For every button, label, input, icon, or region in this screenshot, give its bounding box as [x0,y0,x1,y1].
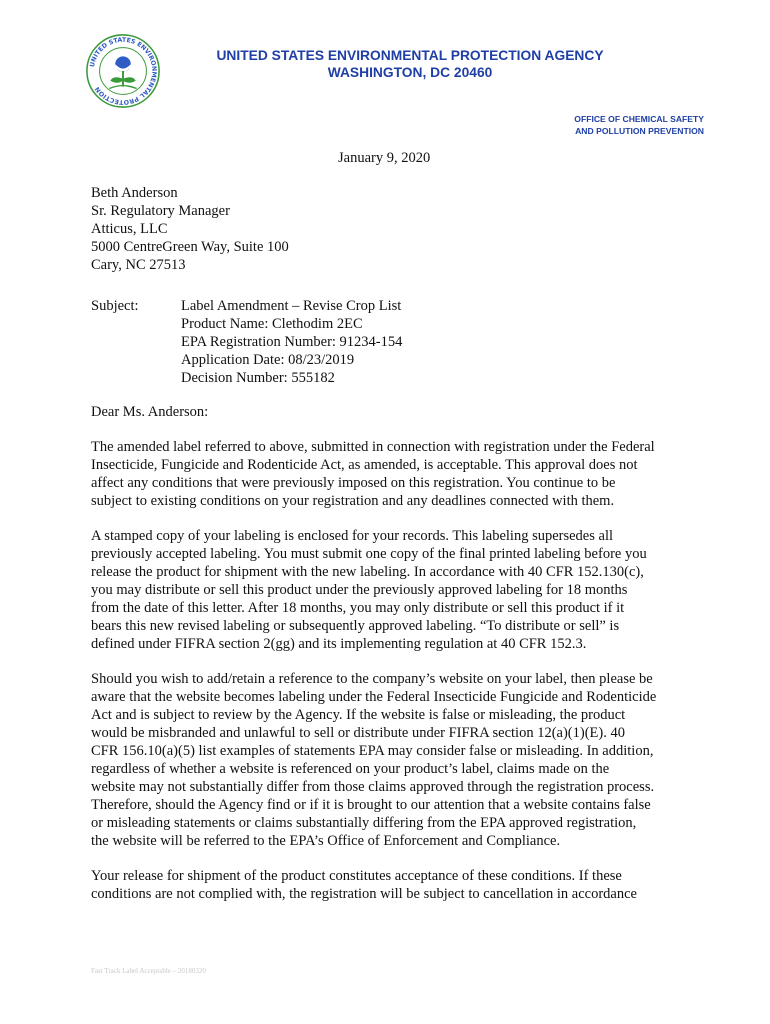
subject-line: EPA Registration Number: 91234-154 [181,334,403,350]
agency-name: UNITED STATES ENVIRONMENTAL PROTECTION AGENCY [216,48,604,63]
body-line: the website will be referred to the EPA’s Office of Enforcement and Compliance. [91,833,561,849]
body-line: aware that the website becomes labeling under the Federal Insecticide Fungicide and Rodenticide [91,689,657,705]
body-line: Act and is subject to review by the Agency. If the website is false or misleading, the product [91,707,626,723]
body-line: Insecticide, Fungicide and Rodenticide Act, as amended, is acceptable. This approval does not [91,457,638,473]
body-line: from the date of this letter. After 18 months, you may only distribute or sell this product if it [91,600,625,616]
subject-line: Application Date: 08/23/2019 [181,352,355,368]
subject-line: Label Amendment – Revise Crop List [181,298,402,314]
footer-note: Fast Track Label Acceptable – 20180320 [91,967,206,975]
recipient-street: 5000 CentreGreen Way, Suite 100 [91,239,289,255]
body-line: Your release for shipment of the product constitutes acceptance of these conditions. If these [91,868,622,884]
recipient-title: Sr. Regulatory Manager [91,203,230,219]
body-line: Therefore, should the Agency find or if it is brought to our attention that a website contains false [91,797,651,813]
letter-date: January 9, 2020 [338,150,431,166]
body-line: CFR 156.10(a)(5) list examples of statements EPA may consider false or misleading. In addition, [91,743,654,759]
body-line: A stamped copy of your labeling is enclosed for your records. This labeling supersedes all [91,528,614,544]
subject-line: Decision Number: 555182 [181,370,335,386]
body-line: would be misbranded and unlawful to sell or distribute under FIFRA section 12(a)(1)(E). 40 [91,725,625,741]
subject-label: Subject: [91,298,139,314]
epa-seal-logo [84,32,162,110]
body-line: previously accepted labeling. You must submit one copy of the final printed labeling before you [91,546,647,562]
body-line: subject to existing conditions on your registration and any deadlines connected with them. [91,493,615,509]
office-name-line1: OFFICE OF CHEMICAL SAFETY [574,114,704,124]
body-line: release the product for shipment with the new labeling. In accordance with 40 CFR 152.130(c), [91,564,644,580]
body-line: you may distribute or sell this product under the previously approved labeling for 18 months [91,582,628,598]
salutation: Dear Ms. Anderson: [91,404,209,420]
recipient-company: Atticus, LLC [91,221,168,237]
body-line: or misleading statements or claims substantially differing from the EPA approved registration, [91,815,637,831]
body-line: regardless of whether a website is referenced on your product’s label, claims made on the [91,761,610,777]
body-line: conditions are not complied with, the registration will be subject to cancellation in accordance [91,886,637,902]
agency-address: WASHINGTON, DC 20460 [327,65,493,80]
subject-line: Product Name: Clethodim 2EC [181,316,363,332]
body-line: affect any conditions that were previously imposed on this registration. You continue to be [91,475,616,491]
body-line: Should you wish to add/retain a reference to the company’s website on your label, then please be [91,671,653,687]
body-line: The amended label referred to above, submitted in connection with registration under the Federal [91,439,655,455]
svg-text:UNITED STATES ENVIRONMENTAL PR: UNITED STATES ENVIRONMENTAL PROTECTION [88,36,158,106]
recipient-name: Beth Anderson [91,185,178,201]
body-line: defined under FIFRA section 2(gg) and its implementing regulation at 40 CFR 152.3. [91,636,587,652]
recipient-city: Cary, NC 27513 [91,257,186,273]
body-line: website may not substantially differ from those claims approved through the registration process. [91,779,655,795]
office-name-line2: AND POLLUTION PREVENTION [575,126,704,136]
body-line: bears this new revised labeling or subsequently approved labeling. “To distribute or sell” is [91,618,620,634]
